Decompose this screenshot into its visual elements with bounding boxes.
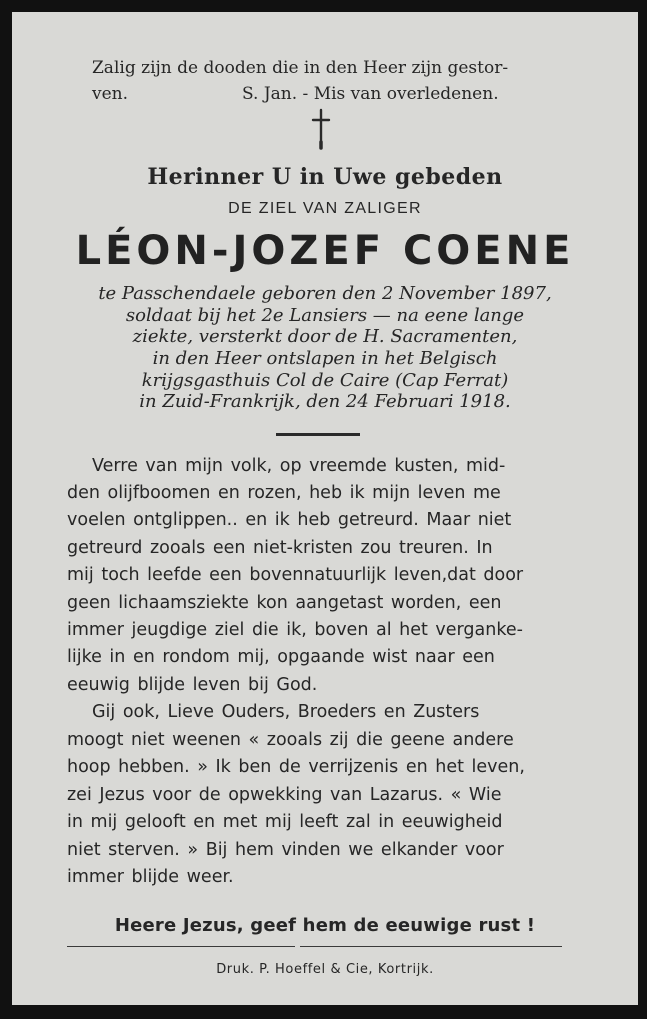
body-line-11: moogt niet weenen « zooals zij die geene andere <box>67 730 514 750</box>
body-line-6: geen lichaamsziekte kon aangetast worden, een <box>67 593 502 613</box>
body-line-1: Verre van mijn volk, op vreemde kusten, mid- <box>92 456 506 476</box>
body-line-4: getreurd zooals een niet-kristen zou treuren. In <box>67 538 493 558</box>
footer-rule-right <box>300 946 562 947</box>
body-line-2: den olijfboomen en rozen, heb ik mijn leven me <box>67 483 501 503</box>
deceased-name: LÉON-JOZEF COENE <box>75 228 575 274</box>
epigraph-line-2-left: ven. <box>92 84 129 104</box>
body-line-9: eeuwig blijde leven bij God. <box>67 675 318 695</box>
bio-line-2: soldaat bij het 2e Lansiers — na eene lange <box>125 305 525 326</box>
footer-rule-left <box>67 946 295 947</box>
remember-heading: Herinner U in Uwe gebeden <box>147 164 503 190</box>
body-line-13: zei Jezus voor de opwekking van Lazarus. « Wie <box>67 785 502 805</box>
bio-line-1: te Passchendaele geboren den 2 November 1897, <box>98 283 552 304</box>
body-line-5: mij toch leefde een bovennatuurlijk leven,dat door <box>67 565 524 585</box>
body-line-16: immer blijde weer. <box>67 867 234 887</box>
epigraph-line-1: Zalig zijn de dooden die in den Heer zijn gestor- <box>92 58 509 78</box>
bio-line-4: in den Heer ontslapen in het Belgisch <box>152 348 498 369</box>
bio-line-5: krijgsgasthuis Col de Caire (Cap Ferrat) <box>141 370 509 391</box>
body-line-8: lijke in en rondom mij, opgaande wist naar een <box>67 647 495 667</box>
soul-of-subheading: DE ZIEL VAN ZALIGER <box>228 200 422 217</box>
divider-rule <box>276 433 360 436</box>
body-line-10: Gij ook, Lieve Ouders, Broeders en Zusters <box>92 702 480 722</box>
closing-prayer: Heere Jezus, geef hem de eeuwige rust ! <box>114 915 536 936</box>
body-line-15: niet sterven. » Bij hem vinden we elkander voor <box>67 840 504 860</box>
bio-line-3: ziekte, versterkt door de H. Sacramenten, <box>132 326 518 347</box>
body-line-7: immer jeugdige ziel die ik, boven al het verganke- <box>67 620 523 640</box>
body-line-12: hoop hebben. » Ik ben de verrijzenis en het leven, <box>67 757 525 777</box>
cross-icon <box>309 108 333 150</box>
body-line-3: voelen ontglippen.. en ik heb getreurd. Maar niet <box>67 510 512 530</box>
epigraph-citation: S. Jan. - Mis van overledenen. <box>242 84 499 104</box>
printer-imprint: Druk. P. Hoeffel & Cie, Kortrijk. <box>216 962 434 977</box>
bio-line-6: in Zuid-Frankrijk, den 24 Februari 1918. <box>139 391 511 412</box>
memorial-card <box>12 12 638 1005</box>
body-line-14: in mij gelooft en met mij leeft zal in eeuwigheid <box>67 812 503 832</box>
